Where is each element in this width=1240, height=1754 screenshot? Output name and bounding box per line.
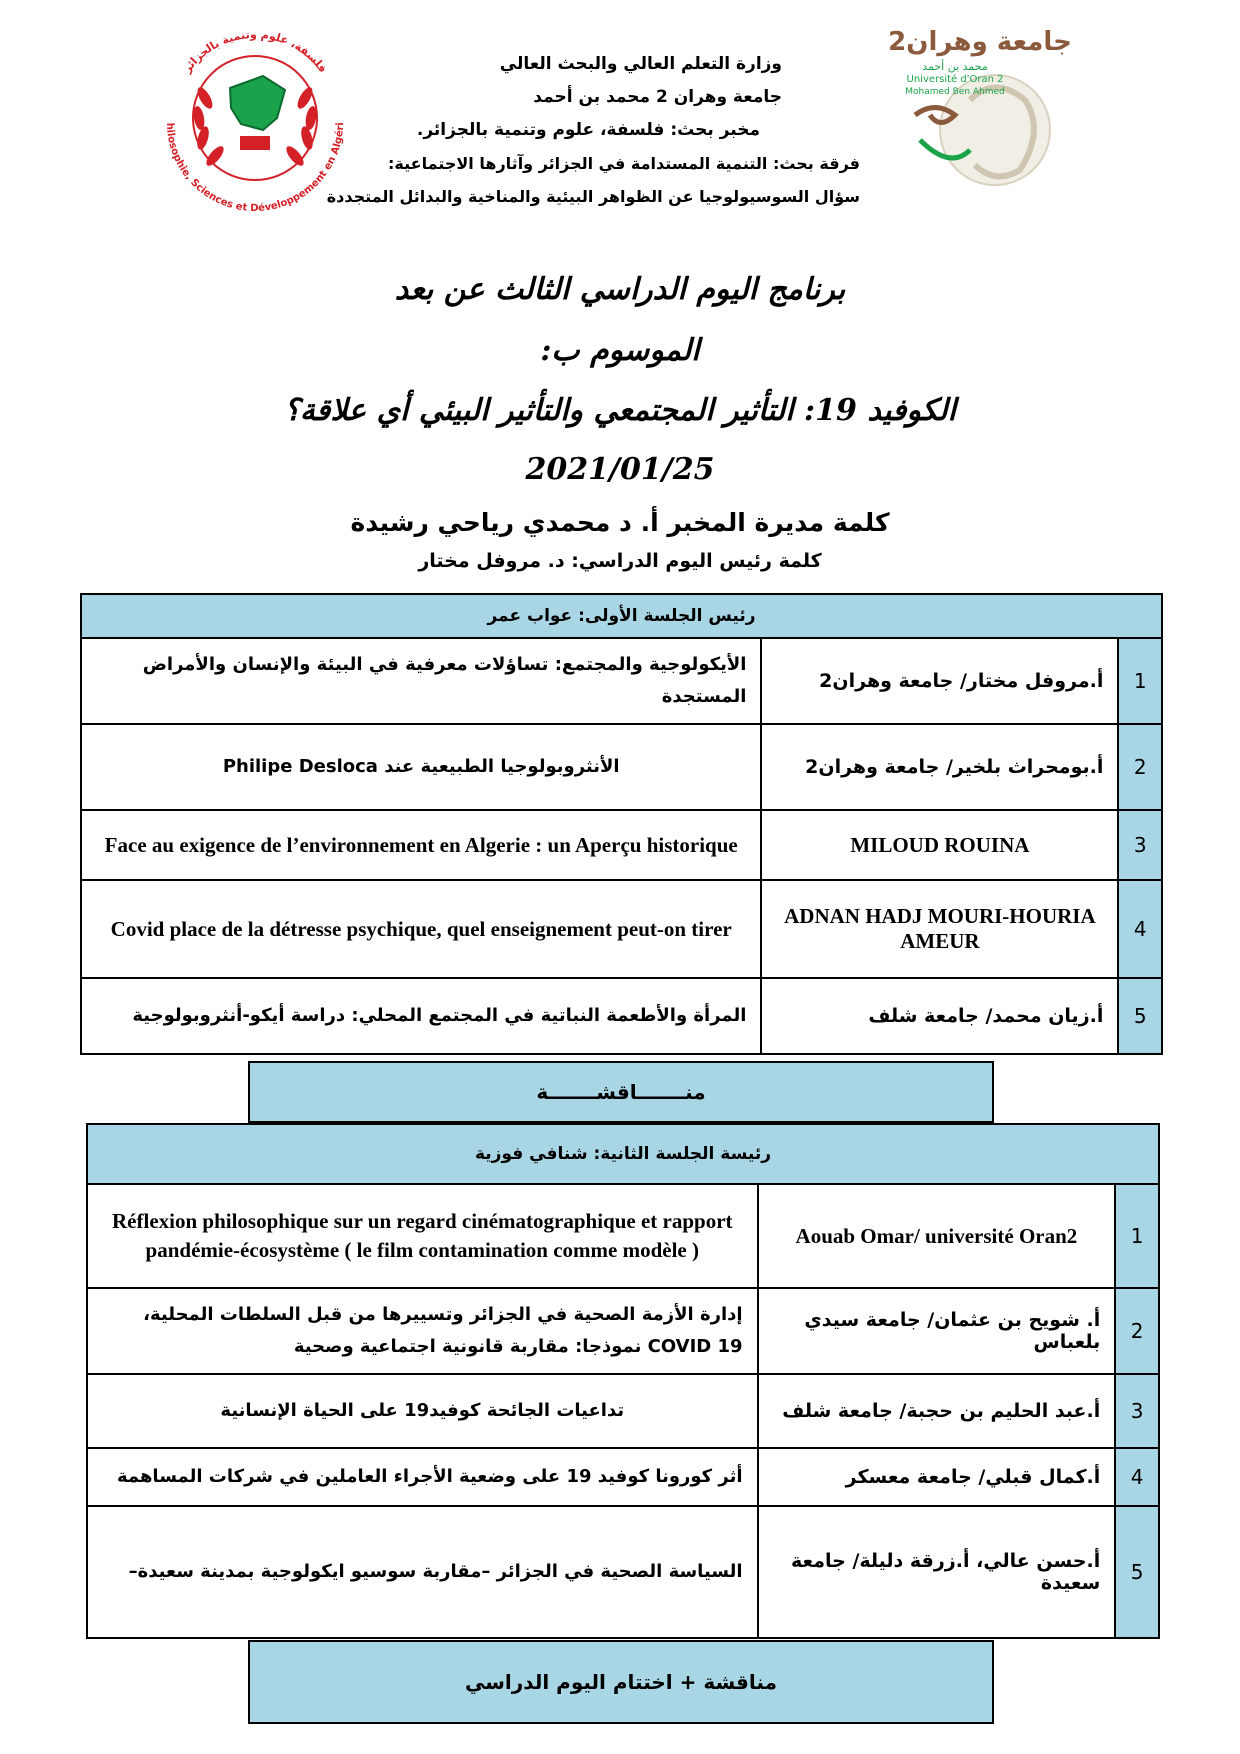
table-row xyxy=(81,810,1162,880)
talk-speaker: أ.زيان محمد/ جامعة شلف xyxy=(761,978,1118,1054)
table-row xyxy=(87,1184,1159,1288)
session2-chair: رئيسة الجلسة الثانية: شنافي فوزية xyxy=(87,1124,1159,1184)
table-row xyxy=(81,978,1162,1054)
table-row xyxy=(81,724,1162,810)
talk-number: 1 xyxy=(1118,638,1162,724)
table-row xyxy=(87,1374,1159,1448)
program-title: برنامج اليوم الدراسي الثالث عن بعد xyxy=(394,272,846,307)
talk-topic: Face au exigence de l’environnement en Algerie : un Aperçu historique xyxy=(81,810,761,880)
talk-speaker: أ.عبد الحليم بن حجبة/ جامعة شلف xyxy=(758,1374,1116,1448)
talk-number: 2 xyxy=(1118,724,1162,810)
table-row xyxy=(87,1448,1159,1506)
session1-discussion: منـــــــاقشـــــــة xyxy=(248,1061,994,1123)
talk-number: 3 xyxy=(1115,1374,1159,1448)
table-row xyxy=(81,880,1162,978)
ministry-line: وزارة التعلم العالي والبحث العالي xyxy=(499,54,782,74)
university-logo xyxy=(888,20,1072,195)
talk-topic: أثر كورونا كوفيد 19 على وضعية الأجراء العاملين في شركات المساهمة xyxy=(87,1448,758,1506)
talk-speaker: أ.مروفل مختار/ جامعة وهران2 xyxy=(761,638,1118,724)
session1-table xyxy=(80,593,1163,1055)
talk-topic: إدارة الأزمة الصحية في الجزائر وتسييرها من قبل السلطات المحلية، COVID 19 نموذجا: مقاربة قانونية اجتماعية وصحية xyxy=(87,1288,758,1374)
talk-number: 3 xyxy=(1118,810,1162,880)
talk-speaker: أ.بومحراث بلخير/ جامعة وهران2 xyxy=(761,724,1118,810)
table-row xyxy=(87,1288,1159,1374)
talk-topic: الأنثروبولوجيا الطبيعية عند Philipe Desloca xyxy=(81,724,761,810)
table-row xyxy=(87,1506,1159,1638)
chair-word: كلمة رئيس اليوم الدراسي: د. مروفل مختار xyxy=(418,550,822,572)
session1-chair: رئيس الجلسة الأولى: عواب عمر xyxy=(81,594,1162,638)
session2-table xyxy=(86,1123,1160,1639)
university-sub-fr1: Université d'Oran 2 xyxy=(906,74,1004,85)
logo-arc-top: فلسفة، علوم وتنمية بالجزائر xyxy=(180,27,330,76)
university-sub-ar: محمد بن أحمد xyxy=(922,60,988,73)
talk-topic: Covid place de la détresse psychique, quel enseignement peut-on tirer xyxy=(81,880,761,978)
talk-number: 1 xyxy=(1115,1184,1159,1288)
institution-header xyxy=(300,48,860,213)
talk-number: 5 xyxy=(1115,1506,1159,1638)
talk-number: 4 xyxy=(1118,880,1162,978)
talk-speaker: أ.كمال قبلي/ جامعة معسكر xyxy=(758,1448,1116,1506)
talk-speaker: أ. شويح بن عثمان/ جامعة سيدي بلعباس xyxy=(758,1288,1116,1374)
talk-speaker: أ.حسن عالي، أ.زرقة دليلة/ جامعة سعيدة xyxy=(758,1506,1116,1638)
talk-speaker: MILOUD ROUINA xyxy=(761,810,1118,880)
named-title: الموسوم ب: xyxy=(540,333,700,368)
talk-number: 2 xyxy=(1115,1288,1159,1374)
university-sub-fr2: Mohamed Ben Ahmed xyxy=(905,87,1005,97)
logo-arc-bottom: hilosophie, Sciences et Développement en Algéri xyxy=(163,122,347,215)
talk-topic: تداعيات الجائحة كوفيد19 على الحياة الإنسانية xyxy=(87,1374,758,1448)
talk-number: 4 xyxy=(1115,1448,1159,1506)
talk-topic: Réflexion philosophique sur un regard cinématographique et rapport pandémie-écosystème ( le film contamination comme modèle ) xyxy=(87,1184,758,1288)
team-subject-line: سؤال السوسيولوجيا عن الظواهر البيئية والمناخية والبدائل المتجددة xyxy=(326,187,860,206)
talk-speaker: Aouab Omar/ université Oran2 xyxy=(758,1184,1116,1288)
talk-speaker: ADNAN HADJ MOURI-HOURIA AMEUR xyxy=(761,880,1118,978)
talk-topic: الأيكولوجية والمجتمع: تساؤلات معرفية في البيئة والإنسان والأمراض المستجدة xyxy=(81,638,761,724)
table-row xyxy=(81,638,1162,724)
theme-title: الكوفيد 19: التأثير المجتمعي والتأثير البيئي أي علاقة؟ xyxy=(283,393,957,428)
university-name: جامعة وهران2 xyxy=(888,27,1072,57)
talk-number: 5 xyxy=(1118,978,1162,1054)
lab-line: مخبر بحث: فلسفة، علوم وتنمية بالجزائر. xyxy=(416,120,760,140)
closing-discussion: مناقشة + اختتام اليوم الدراسي xyxy=(248,1640,994,1724)
date-title: 2021/01/25 xyxy=(525,452,715,487)
university-line: جامعة وهران 2 محمد بن أحمد xyxy=(533,87,782,107)
talk-topic: السياسة الصحية في الجزائر –مقاربة سوسيو ايكولوجية بمدينة سعيدة– xyxy=(87,1506,758,1638)
director-word: كلمة مديرة المخبر أ. د محمدي رياحي رشيدة xyxy=(350,508,890,537)
talk-topic: المرأة والأطعمة النباتية في المجتمع المحلي: دراسة أيكو-أنثروبولوجية xyxy=(81,978,761,1054)
team-line: فرقة بحث: التنمية المستدامة في الجزائر وآثارها الاجتماعية: xyxy=(388,154,860,173)
